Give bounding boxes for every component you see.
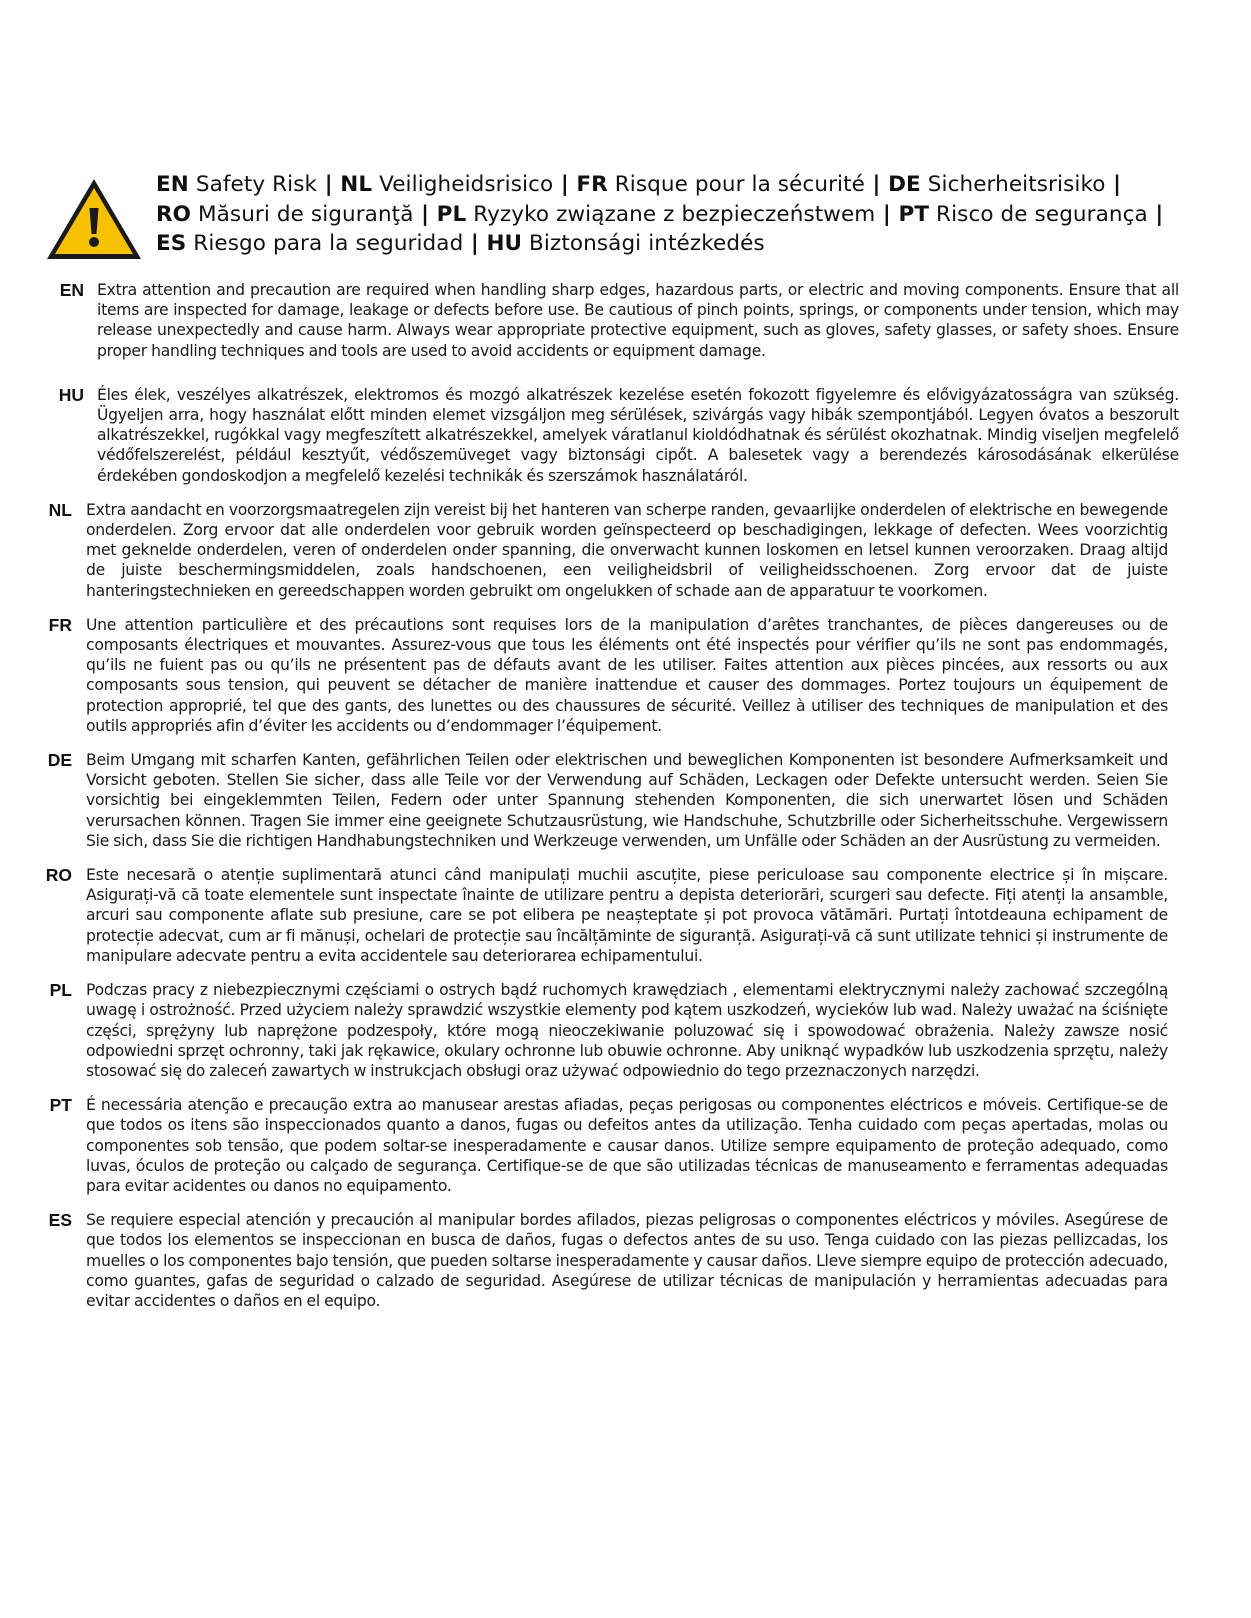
title-text-nl: Veiligheidsrisico [372,172,554,197]
section-hu [38,385,1218,486]
section-text: Éles élek, veszélyes alkatrészek, elektromos és mozgó alkatrészek kezelése esetén fokozott figyelemre és elővigyázatosságra van szükség. Ügyeljen arra, hogy használat előtt minden elemet vizsgáljon meg sérülések, szivárgás vagy hibák szempontjából. Legyen óvatos a beszorult alkatrészekkel, rugókkal vagy megfeszített alkatrészekkel, amelyek váratlanul kioldódhatnak és sérülést okozhatnak. Mindig viseljen megfelelő védőfelszerelést, például kesztyűt, védőszemüveget vagy biztonsági cipőt. A balesetek vagy a berendezés károsodásának elkerülése érdekében gondoskodjon a megfelelő kezelési technikák és szerszámok használatáról. [97,385,1179,485]
title-text-hu: Biztonsági intézkedés [522,231,765,256]
section-en [38,280,1218,361]
title-text-de: Sicherheitsrisiko [920,172,1106,197]
title-separator: | [1105,172,1122,197]
section-fr [38,615,1218,736]
language-code: NL [48,499,72,520]
title-code-de: DE [888,172,921,197]
section-de [38,750,1218,851]
title-text-en: Safety Risk [188,172,318,197]
title-code-fr: FR [576,172,608,197]
language-code: DE [47,750,72,771]
title-line-3 [156,231,765,256]
title-code-pl: PL [436,201,467,227]
warning-triangle-icon [44,176,144,262]
title-separator: | [553,172,577,197]
language-code: FR [48,614,72,635]
section-ro [38,865,1218,966]
language-code: RO [45,865,72,886]
section-text: Se requiere especial atención y precaución al manipular bordes afilados, piezas peligrosas o componentes eléctricos y móviles. Asegúrese de que todos los elementos se inspeccionan en busca de daños, fugas o defectos antes de su uso. Tenga cuidado con las piezas pellizcadas, los muelles o los componentes bajo tensión, que pueden soltarse inesperadamente y causar daños. Lleve siempre equipo de protección adecuado, como guantes, gafas de seguridad o calzado de seguridad. Asegúrese de utilizar técnicas de manipulación y herramientas adecuadas para evitar accidentes o daños en el equipo. [86,1211,1168,1310]
section-text: Extra aandacht en voorzorgsmaatregelen zijn vereist bij het hanteren van scherpe randen, gevaarlijke onderdelen of elektrische en bewegende onderdelen. Zorg ervoor dat alle onderdelen voor gebruik worden geïnspecteerd op beschadigingen, lekkage of defecten. Wees voorzichtig met geknelde onderdelen, veren of onderdelen onder spanning, die onverwacht kunnen loskomen en letsel kunnen veroorzaken. Draag altijd de juiste beschermingsmiddelen, zoals handschoenen, een veiligheidsbril of veiligheidsschoenen. Zorg ervoor dat de juiste hanteringstechnieken en gereedschappen worden gebruikt om ongelukken of schade aan de apparatuur te voorkomen. [86,500,1168,600]
language-code: PT [49,1095,72,1116]
page-title [156,170,1163,259]
section-es [38,1210,1218,1311]
title-code-ro: RO [156,201,192,227]
section-text: Extra attention and precaution are required when handling sharp edges, hazardous parts, or electric and moving components. Ensure that all items are inspected for damage, leakage or defects before use. Be cautious of pinch points, springs, or components under tension, which may release unexpectedly and cause harm. Always wear appropriate protective equipment, such as gloves, safety glasses, or safety shoes. Ensure proper handling techniques and tools are used to avoid accidents or equipment damage. [97,281,1179,360]
section-text: Beim Umgang mit scharfen Kanten, gefährlichen Teilen oder elektrischen und beweglichen Komponenten ist besondere Aufmerksamkeit und Vorsicht geboten. Stellen Sie sicher, dass alle Teile vor der Verwendung auf Schäden, Leckagen oder Defekte untersucht werden. Seien Sie vorsichtig bei eingeklemmten Teilen, Federn oder unter Spannung stehenden Komponenten, die sich unerwartet lösen und Schäden verursachen können. Tragen Sie immer eine geeignete Schutzausrüstung, wie Handschuhe, Schutzbrille oder Sicherheitsschuhe. Vergewissern Sie sich, dass Sie die richtigen Handhabungstechniken und Werkzeuge verwenden, um Unfälle oder Schäden an der Ausrüstung zu vermeiden. [86,751,1168,850]
title-code-en: EN [156,172,189,197]
language-code: HU [58,384,84,405]
section-pl [38,980,1218,1081]
title-separator: | [875,201,899,227]
title-line-1 [156,172,1121,197]
language-code: PL [49,980,72,1001]
language-code: EN [59,280,84,300]
section-text: Une attention particulière et des précautions sont requises lors de la manipulation d’arêtes tranchantes, de pièces dangereuses ou de composants électriques et mouvantes. Assurez-vous que tous les éléments ont été inspectés pour vérifier qu’ils ne sont pas endommagés, qu’ils ne fuient pas ou qu’ils ne présentent pas de défauts avant de les utiliser. Faites attention aux pièces pincées, aux ressorts ou aux composants sous tension, qui peuvent se détacher de manière inattendue et causer des dommages. Portez toujours un équipement de protection approprié, tel que des gants, des lunettes ou des chaussures de sécurité. Veillez à utiliser des techniques de manipulation et des outils appropriés afin d’éviter les accidents ou d’endommager l’équipement. [86,615,1168,735]
title-text-ro: Măsuri de siguranţă [191,201,414,227]
title-text-es: Riesgo para la seguridad [186,231,464,256]
section-text: Este necesară o atenție suplimentară atunci când manipulați muchii ascuțite, piese periculoase sau componente electrice și în mișcare. Asigurați-vă că toate elementele sunt inspectate înainte de utilizare pentru a depista deteriorări, scurgeri sau defecte. Fiți atenți la ansamble, arcuri sau componente aflate sub presiune, care se pot elibera pe neașteptate și pot provoca vătămări. Purtați întotdeauna echipament de protecție adecvat, cum ar fi mănuși, ochelari de protecție sau încălțăminte de siguranță. Asigurați-vă că sunt utilizate tehnici și instrumente de manipulare adecvate pentru a evita accidentele sau deteriorarea echipamentului. [86,866,1168,965]
section-text: É necessária atenção e precaução extra ao manusear arestas afiadas, peças perigosas ou componentes eléctricos e móveis. Certifique-se de que todos os itens são inspeccionados quanto a danos, fugas ou defeitos antes da utilização. Tenha cuidado com peças apertadas, molas ou componentes sob tensão, que podem soltar-se inesperadamente e causar danos. Utilize sempre equipamento de proteção adequado, como luvas, óculos de proteção ou calçado de segurança. Certifique-se de que são utilizadas técnicas de manuseamento e ferramentas adequadas para evitar acidentes ou danos no equipamento. [86,1096,1168,1195]
section-pt [38,1095,1218,1196]
title-separator: | [864,172,889,197]
language-code: ES [48,1210,72,1231]
title-separator: | [317,172,341,197]
section-nl [38,500,1218,601]
title-separator: | [413,201,437,227]
title-code-nl: NL [340,172,373,197]
safety-sections [38,280,1218,1325]
title-text-fr: Risque pour la sécurité [607,172,865,197]
header [44,170,1214,262]
title-code-hu: HU [486,231,523,256]
title-separator: | [463,231,487,256]
title-line-2 [156,202,1163,227]
title-text-pt: Risco de segurança [929,201,1148,227]
title-text-pl: Ryzyko związane z bezpieczeństwem [466,201,876,227]
title-code-pt: PT [898,201,930,227]
title-code-es: ES [156,231,187,256]
section-text: Podczas pracy z niebezpiecznymi częściami o ostrych bądź ruchomych krawędziach , elementami elektrycznymi należy zachować szczególną uwagę i ostrożność. Przed użyciem należy sprawdzić wszystkie elementy pod kątem uszkodzeń, wycieków lub wad. Należy uważać na ściśnięte części, sprężyny lub naprężone podzespoły, które mogą nieoczekiwanie poluzować się i spowodować obrażenia. Należy zawsze nosić odpowiedni sprzęt ochronny, taki jak rękawice, okulary ochronne lub obuwie ochronne. Aby uniknąć wypadków lub uszkodzenia sprzętu, należy stosować się do zaleceń zawartych w instrukcjach obsługi oraz używać odpowiednio do tego przeznaczonych narzędzi. [86,981,1168,1080]
title-separator: | [1147,201,1164,227]
